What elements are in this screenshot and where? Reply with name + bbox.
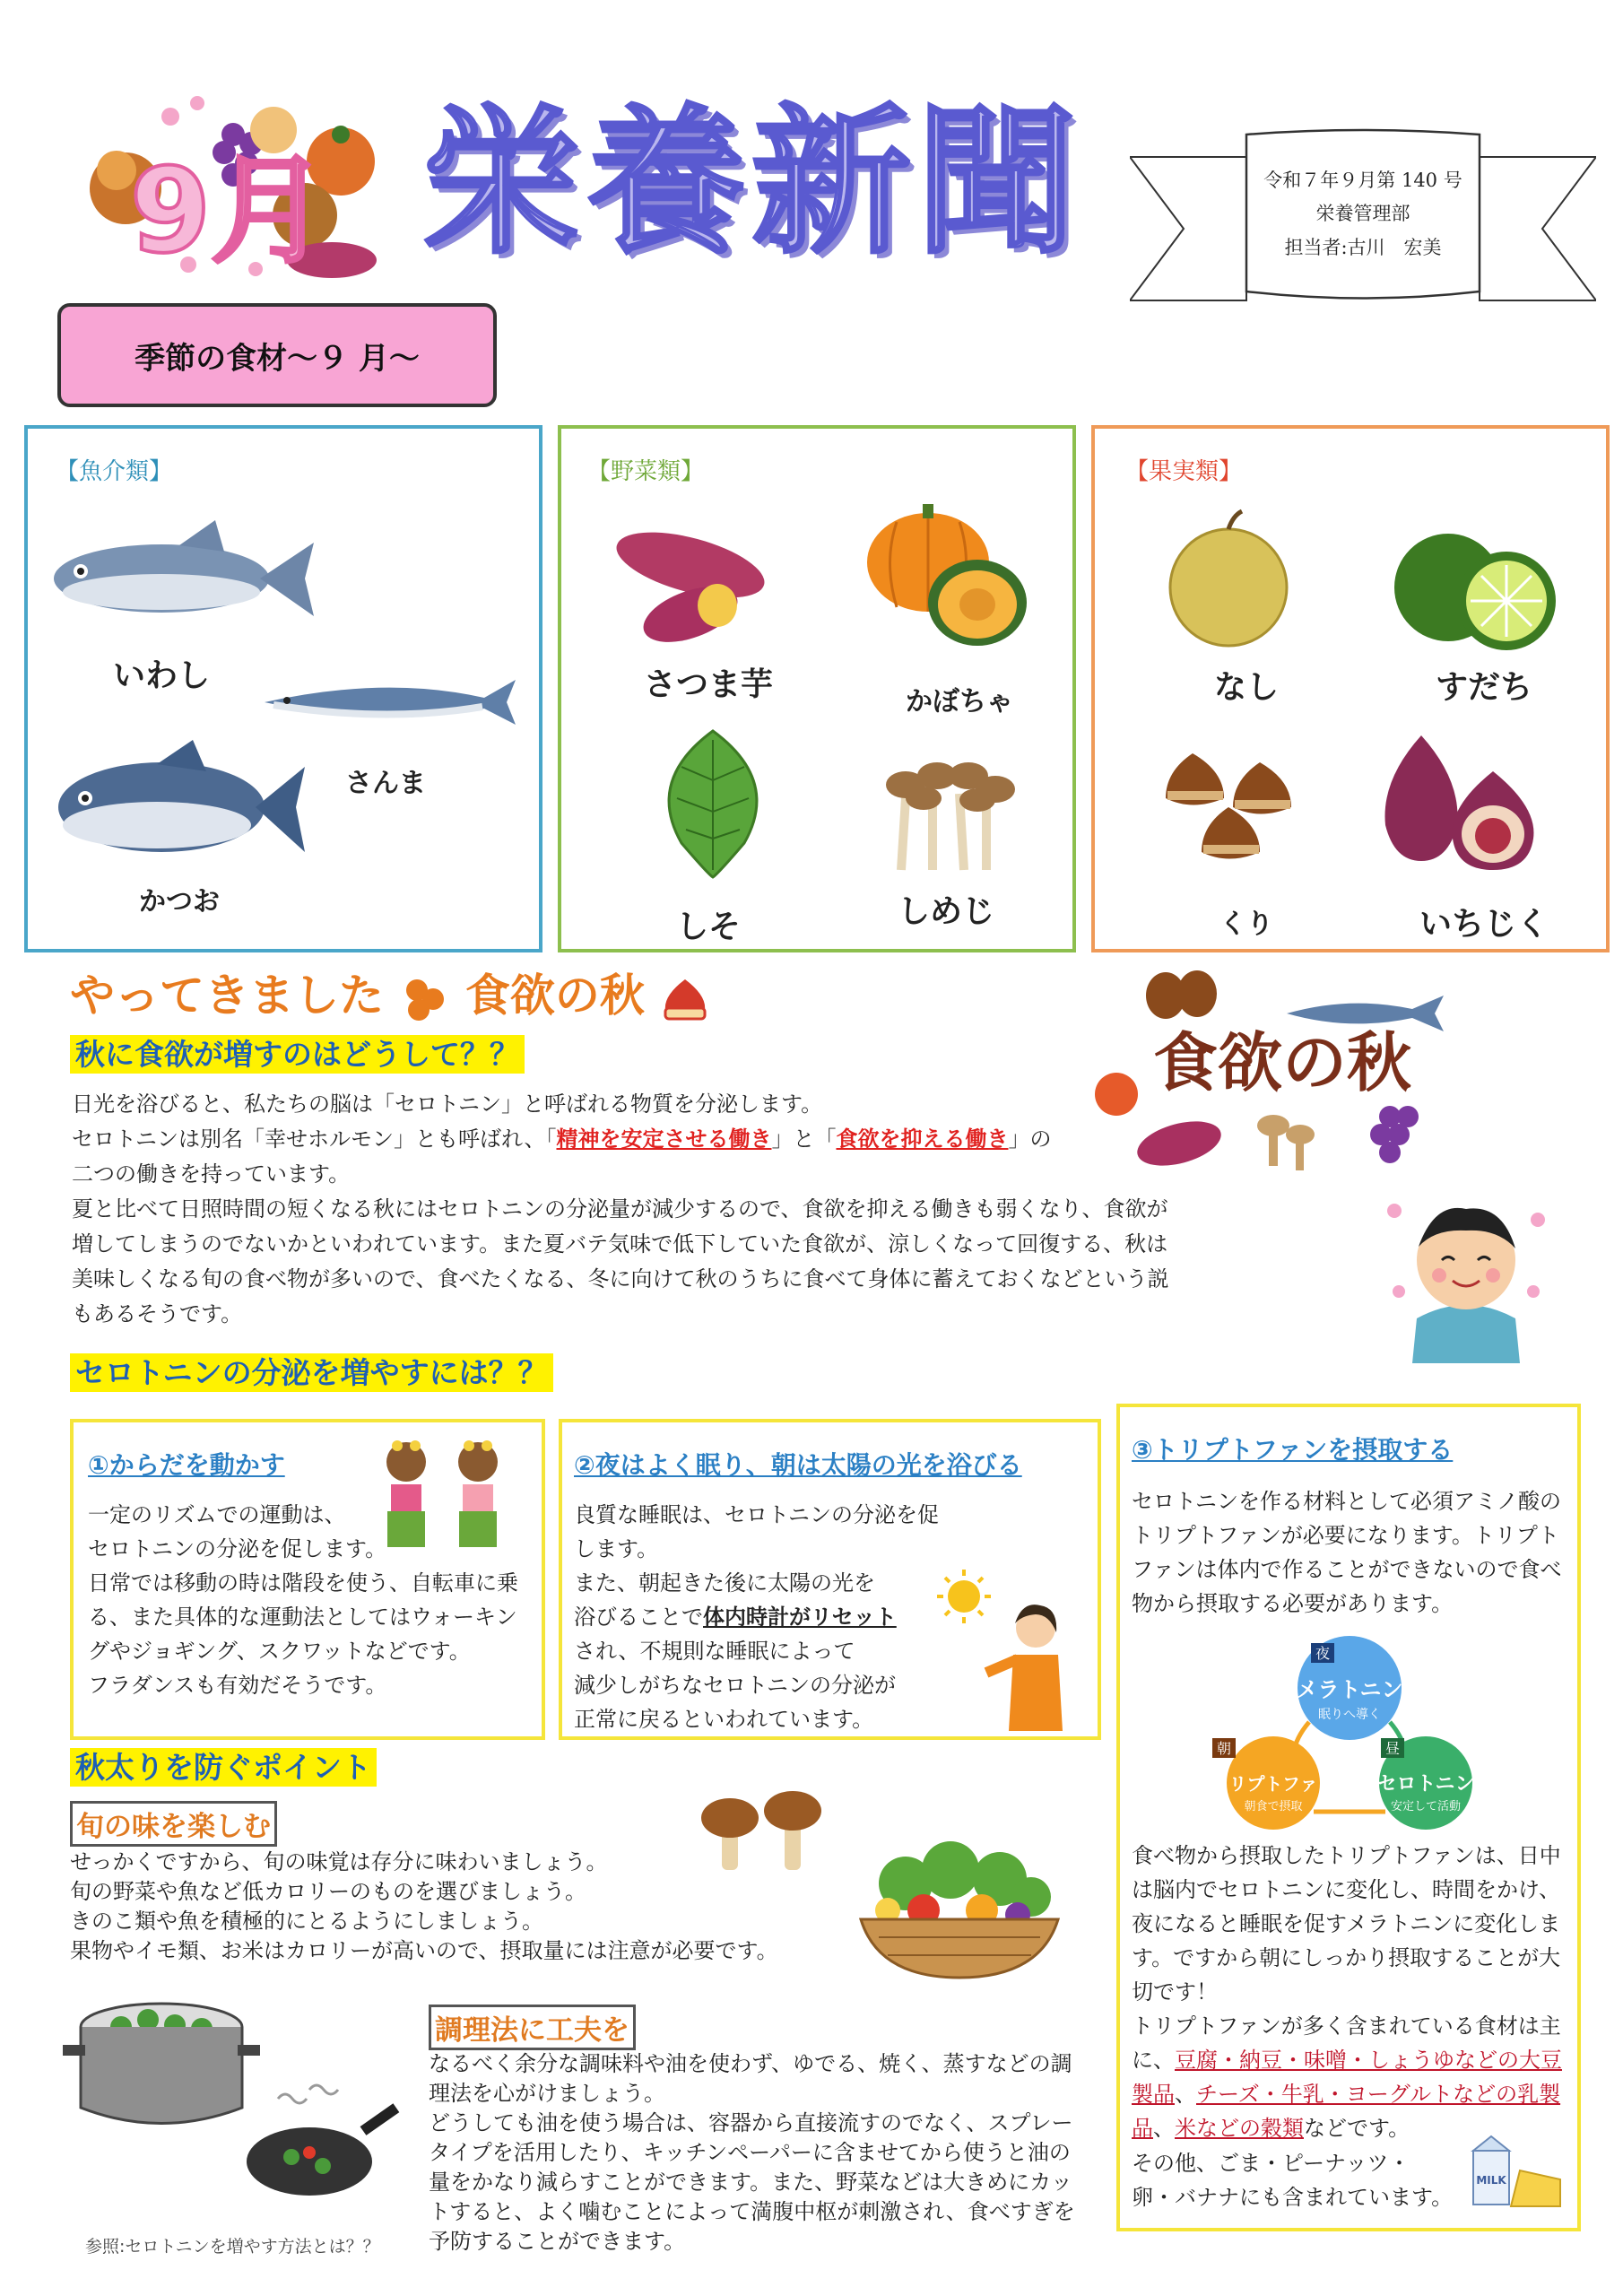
p1-2b: 」と「 — [771, 1126, 837, 1152]
tip-1-title: ①からだを動かす — [88, 1450, 285, 1480]
fruit-label: 【果実類】 — [1125, 458, 1243, 485]
tip-2-body — [574, 1498, 959, 1736]
frying-pan-illustration — [242, 2081, 404, 2206]
cycle-day-name: セロトニン — [1376, 1773, 1475, 1796]
p1-red-2: 食欲を抑える働き — [836, 1126, 1009, 1152]
steamer-pot-illustration — [58, 1991, 265, 2144]
grains: 米などの穀類 — [1175, 2116, 1304, 2141]
tip-2-title: ②夜はよく眠り、朝は太陽の光を浴びる — [574, 1450, 1022, 1480]
food-label-sweet-potato: さつま芋 — [643, 666, 773, 703]
happy-person-illustration — [1381, 1184, 1551, 1363]
sep-2: 、 — [1153, 2116, 1175, 2141]
seasonal-taste-body: せっかくですから、旬の味覚は存分に味わいましょう。 旬の野菜や魚など低カロリーのものを選びましょう。 きのこ類や魚を積極的にとるようにしましょう。 果物やイモ類、お米はカロリーが高いので、摂取量には注意が必要です。 — [70, 1849, 778, 1963]
issue-number: 令和７年９月第 140 号 — [1263, 170, 1462, 191]
paragraph-1 — [72, 1087, 1166, 1192]
chestnut-small-icon — [660, 974, 710, 1024]
cooking-method-heading — [429, 2005, 636, 2050]
food-label-saury: さんま — [345, 768, 426, 799]
soy-products: 豆腐・納豆・味噌・しょうゆなどの大豆製品 — [1132, 2048, 1562, 2107]
chestnut-icon — [1157, 744, 1300, 870]
sweet-potato-icon — [610, 516, 789, 650]
food-label-sardine: いわし — [112, 657, 210, 694]
sep-1: 、 — [1175, 2082, 1196, 2107]
p1-red-1: 精神を安定させる働き — [556, 1126, 772, 1152]
bonito-icon — [49, 735, 309, 870]
food-label-pear: なし — [1213, 669, 1279, 706]
autumn-illustration-text: 食欲の秋 — [1152, 1024, 1412, 1100]
p1-2a: セロトニンは別名「幸せホルモン」とも呼ばれ、「 — [72, 1126, 557, 1152]
milk-cheese-icon — [1466, 2135, 1565, 2215]
sardine-icon — [45, 516, 323, 641]
question-1 — [70, 1031, 525, 1074]
cycle-night-name: メラトニン — [1296, 1677, 1403, 1702]
seasonal-taste-heading — [70, 1801, 277, 1847]
question-2 — [70, 1350, 553, 1392]
mushroom-icon — [699, 1780, 834, 1879]
badge-text: 9月 — [129, 143, 328, 279]
prevent-heading-text: 秋太りを防ぐポイント — [70, 1748, 377, 1787]
tip-3-title: ③トリプトファンを摂取する — [1132, 1435, 1454, 1465]
p1-line-2 — [72, 1122, 1166, 1157]
p1-2c: 」の — [1008, 1126, 1052, 1152]
milk-label: MILK — [1476, 2174, 1506, 2187]
serotonin-cycle-diagram — [1202, 1632, 1497, 1834]
food-label-bonito: かつお — [139, 886, 220, 918]
autumn-heading-text-2: 食欲の秋 — [464, 970, 645, 1022]
food-label-chestnut: くり — [1219, 909, 1273, 940]
tip-3-body: セロトニンを作る材料として必須アミノ酸のトリプトファンが必要になります。トリプトファンは体内で作ることができないので食べ物から摂取する必要があります。 — [1132, 1489, 1562, 1616]
cycle-morning-name: トリプトファン — [1211, 1773, 1336, 1795]
saury-icon — [260, 671, 520, 734]
seasonal-taste-heading-text: 旬の味を楽しむ — [70, 1801, 277, 1847]
p1-line-1: 日光を浴びると、私たちの脳は「セロトニン」と呼ばれる物質を分泌します。 — [72, 1091, 823, 1117]
food-label-pumpkin: かぼちゃ — [906, 686, 1013, 718]
question-2-text: セロトニンの分泌を増やすには？？ — [70, 1353, 553, 1392]
vegetable-basket-illustration — [852, 1821, 1067, 1982]
tip-2-body-bold: 体内時計がリセット — [703, 1605, 897, 1630]
tip-1-body: 一定のリズムでの運動は、 セロトニンの分泌を促します。 日常では移動の時は階段を使う、自転車に乗る、また具体的な運動法としてはウォーキングやジョギング、スクワットなどです。 フラダンスも有効だそうです。 — [88, 1502, 518, 1698]
cooking-method-heading-text: 調理法に工夫を — [429, 2005, 636, 2050]
tip-3-body-4: その他、ごま・ピーナッツ・ 卵・バナナにも含まれています。 — [1132, 2151, 1454, 2210]
pumpkin-icon — [856, 504, 1036, 657]
newsletter-title: 栄養新聞 — [421, 90, 1081, 275]
food-label-sudachi: すだち — [1435, 669, 1532, 706]
shiso-leaf-icon — [646, 726, 780, 879]
autumn-heading-text: やってきました — [70, 970, 384, 1022]
shimeji-icon — [870, 744, 1022, 879]
vegetable-label: 【野菜類】 — [587, 458, 705, 485]
season-heading: 季節の食材〜９ 月〜 — [57, 303, 497, 407]
cycle-night-tag: 夜 — [1315, 1645, 1331, 1662]
tip-3-body-3a: トリプトファンが多く含まれている食材は主に、 — [1132, 2013, 1561, 2073]
food-label-shimeji: しめじ — [897, 893, 994, 930]
tip-2-body-b: され、不規則な睡眠によって 減少しがちなセロトニンの分泌が 正常に戻るといわれています。 — [574, 1639, 897, 1732]
paragraph-2: 夏と比べて日照時間の短くなる秋にはセロトニンの分泌量が減少するので、食欲を抑える働きも弱くなり、食欲が増してしまうのでないかといわれています。また夏バテ気味で低下していた食欲が、涼しくなって回復する、秋は美味しくなる旬の食べ物が多いので、食べたくなる、冬に向けて秋のうちに食べて身体に蓄えておくなどという説もあるそうです。 — [72, 1196, 1169, 1326]
pear-icon — [1161, 507, 1296, 650]
tip-3-body-2: 食べ物から摂取したトリプトファンは、日中は脳内でセロトニンに変化し、時間をかけ、夜になると睡眠を促すメラトニンに変化します。ですから朝にしっかり摂取することが大切です！ — [1132, 1843, 1561, 2005]
prevent-heading — [70, 1744, 377, 1787]
sunrise-woman-illustration — [933, 1565, 1085, 1731]
question-1-text: 秋に食欲が増すのはどうして？？ — [70, 1035, 525, 1074]
sudachi-icon — [1385, 525, 1565, 659]
tip-3-body-3b: などです。 — [1304, 2116, 1410, 2141]
food-label-shiso: しそ — [675, 909, 741, 945]
fig-icon — [1372, 726, 1551, 879]
tip-3-body-3 — [1132, 2009, 1562, 2145]
reference-note: 参照:セロトニンを増やす方法とは？？ — [85, 2237, 380, 2257]
september-badge-illustration — [72, 81, 395, 287]
cycle-morning-tag: 朝 — [1216, 1740, 1232, 1757]
cycle-night-sub: 眠りへ導く — [1318, 1708, 1381, 1722]
p1-line-3: 二つの働きを持っています。 — [72, 1161, 351, 1187]
cycle-day-sub: 安定して活動 — [1390, 1800, 1462, 1813]
tip-2-body-a: 良質な睡眠は、セロトニンの分泌を促します。 また、朝起きた後に太陽の光を 浴びることで — [574, 1502, 940, 1630]
cooking-method-body: なるべく余分な調味料や油を使わず、ゆでる、焼く、蒸すなどの調理法を心がけましょう。 どうしても油を使う場合は、容器から直接流すのでなく、スプレータイプを活用したり、キッチンペーパーに含ませてから使うと油の量をかなり減らすことができます。また、野菜などは大きめにカットすると、よく噛むことによって満腹中枢が刺激され、食べすぎを予防することができます。 — [429, 2051, 1075, 2254]
seafood-label: 【魚介類】 — [56, 458, 173, 485]
cycle-day-tag: 昼 — [1384, 1740, 1401, 1757]
author: 担当者:古川 宏美 — [1284, 237, 1442, 258]
dairy-products: チーズ・牛乳・ヨーグルトなどの乳製品 — [1132, 2082, 1561, 2141]
autumn-heading — [70, 960, 710, 1024]
cycle-morning-sub: 朝食で摂取 — [1244, 1800, 1303, 1813]
department: 栄養管理部 — [1315, 203, 1410, 224]
leaf-icon — [399, 974, 449, 1024]
food-label-fig: いちじく — [1419, 906, 1549, 943]
